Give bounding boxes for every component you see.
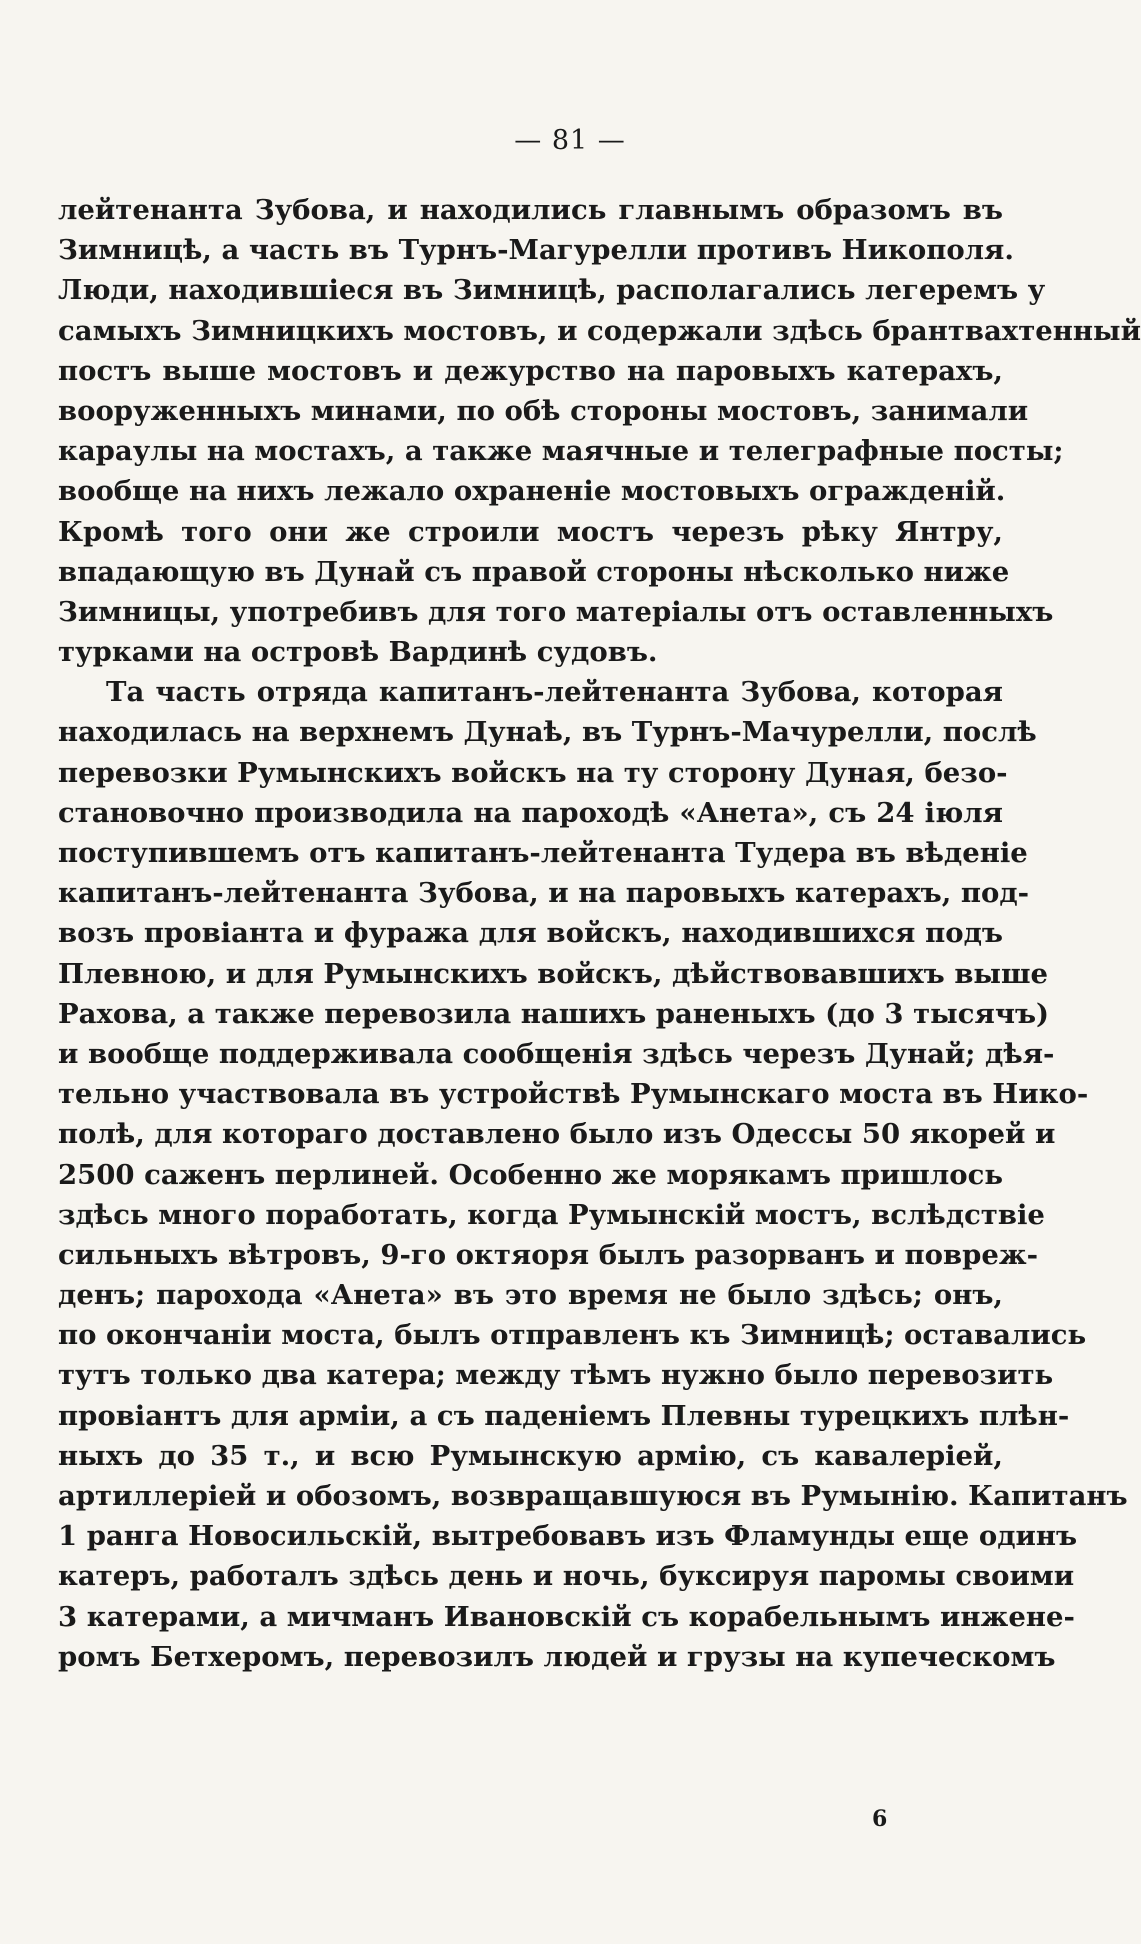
text-line: ныхъ до 35 т., и всю Румынскую армiю, съ кавалерiей, bbox=[58, 1439, 1003, 1472]
text-line: тельно участвовала въ устройствѣ Румынскаго моста въ Нико- bbox=[58, 1078, 1089, 1111]
signature-mark: 6 bbox=[872, 1806, 888, 1832]
text-line: капитанъ-лейтенанта Зубова, и на паровыхъ катерахъ, под- bbox=[58, 877, 1030, 910]
text-line: 2500 саженъ перлиней. Особенно же морякамъ пришлось bbox=[58, 1158, 1003, 1191]
text-line: самыхъ Зимницкихъ мостовъ, и содержали здѣсь брантвахтенный bbox=[58, 314, 1141, 347]
text-line: Плевною, и для Румынскихъ войскъ, дѣйствовавшихъ выше bbox=[58, 957, 1049, 990]
text-line: перевозки Румынскихъ войскъ на ту сторону Дуная, безо- bbox=[58, 756, 1008, 789]
text-line: лейтенанта Зубова, и находились главнымъ образомъ въ bbox=[58, 194, 1003, 226]
text-line: артиллерiей и обозомъ, возвращавшуюся въ Румынiю. Капитанъ bbox=[58, 1480, 1128, 1512]
text-line: впадающую въ Дунай съ правой стороны нѣсколько ниже bbox=[58, 555, 1010, 588]
text-line: ромъ Бетхеромъ, перевозилъ людей и грузы на купеческомъ bbox=[58, 1640, 1056, 1673]
text-line: Люди, находившiеся въ Зимницѣ, располагались легеремъ у bbox=[58, 274, 1046, 307]
text-line: сильныхъ вѣтровъ, 9-го октяоря былъ разорванъ и повреж- bbox=[58, 1238, 1039, 1271]
text-line: турками на островѣ Вардинѣ судовъ. bbox=[58, 636, 658, 669]
text-line: находилась на верхнемъ Дунаѣ, въ Турнъ-Мачурелли, послѣ bbox=[58, 716, 1037, 749]
text-line: становочно производила на пароходѣ «Анета», съ 24 iюля bbox=[58, 796, 1003, 829]
text-line: катеръ, работалъ здѣсь день и ночь, буксируя паромы своими bbox=[58, 1560, 1075, 1593]
text-line: 1 ранга Новосильскiй, вытребовавъ изъ Фламунды еще одинъ bbox=[58, 1520, 1078, 1553]
body-text bbox=[58, 190, 1141, 1677]
text-line: возъ провiанта и фуража для войскъ, находившихся подъ bbox=[58, 917, 1003, 950]
text-line: тутъ только два катера; между тѣмъ нужно было перевозить bbox=[58, 1359, 1054, 1392]
text-line: караулы на мостахъ, а также маячные и телеграфные посты; bbox=[58, 435, 1064, 468]
text-line: Зимницы, употребивъ для того матерiалы отъ оставленныхъ bbox=[58, 595, 1054, 628]
text-line: 3 катерами, а мичманъ Ивановскiй съ корабельнымъ инжене- bbox=[58, 1600, 1075, 1633]
text-line: Рахова, а также перевозила нашихъ раненыхъ (до 3 тысячъ) bbox=[58, 997, 1050, 1030]
text-line: вооруженныхъ минами, по обѣ стороны мостовъ, занимали bbox=[58, 394, 1029, 427]
text-line: и вообще поддерживала сообщенiя здѣсь черезъ Дунай; дѣя- bbox=[58, 1037, 1055, 1070]
page-number: — 81 — bbox=[514, 125, 626, 156]
text-line: денъ; парохода «Анета» въ это время не было здѣсь; онъ, bbox=[58, 1279, 1003, 1312]
text-line: полѣ, для котораго доставлено было изъ Одессы 50 якорей и bbox=[58, 1118, 1056, 1151]
text-line: вообще на нихъ лежало охраненiе мостовыхъ огражденiй. bbox=[58, 475, 1006, 508]
text-line: по окончанiи моста, былъ отправленъ къ Зимницѣ; оставались bbox=[58, 1319, 1087, 1352]
text-line: провiантъ для армiи, а съ паденiемъ Плевны турецкихъ плѣн- bbox=[58, 1399, 1070, 1432]
text-line: Кромѣ того они же строили мостъ черезъ рѣку Янтру, bbox=[58, 515, 1003, 548]
text-line: здѣсь много поработать, когда Румынскiй мостъ, вслѣдствiе bbox=[58, 1198, 1045, 1231]
text-line: Зимницѣ, а часть въ Турнъ-Магурелли противъ Никополя. bbox=[58, 234, 1014, 267]
text-line: постъ выше мостовъ и дежурство на паровыхъ катерахъ, bbox=[58, 354, 1003, 387]
text-line: Та часть отряда капитанъ-лейтенанта Зубова, которая bbox=[106, 676, 1003, 709]
text-line: поступившемъ отъ капитанъ-лейтенанта Тудера въ вѣденiе bbox=[58, 837, 1028, 869]
